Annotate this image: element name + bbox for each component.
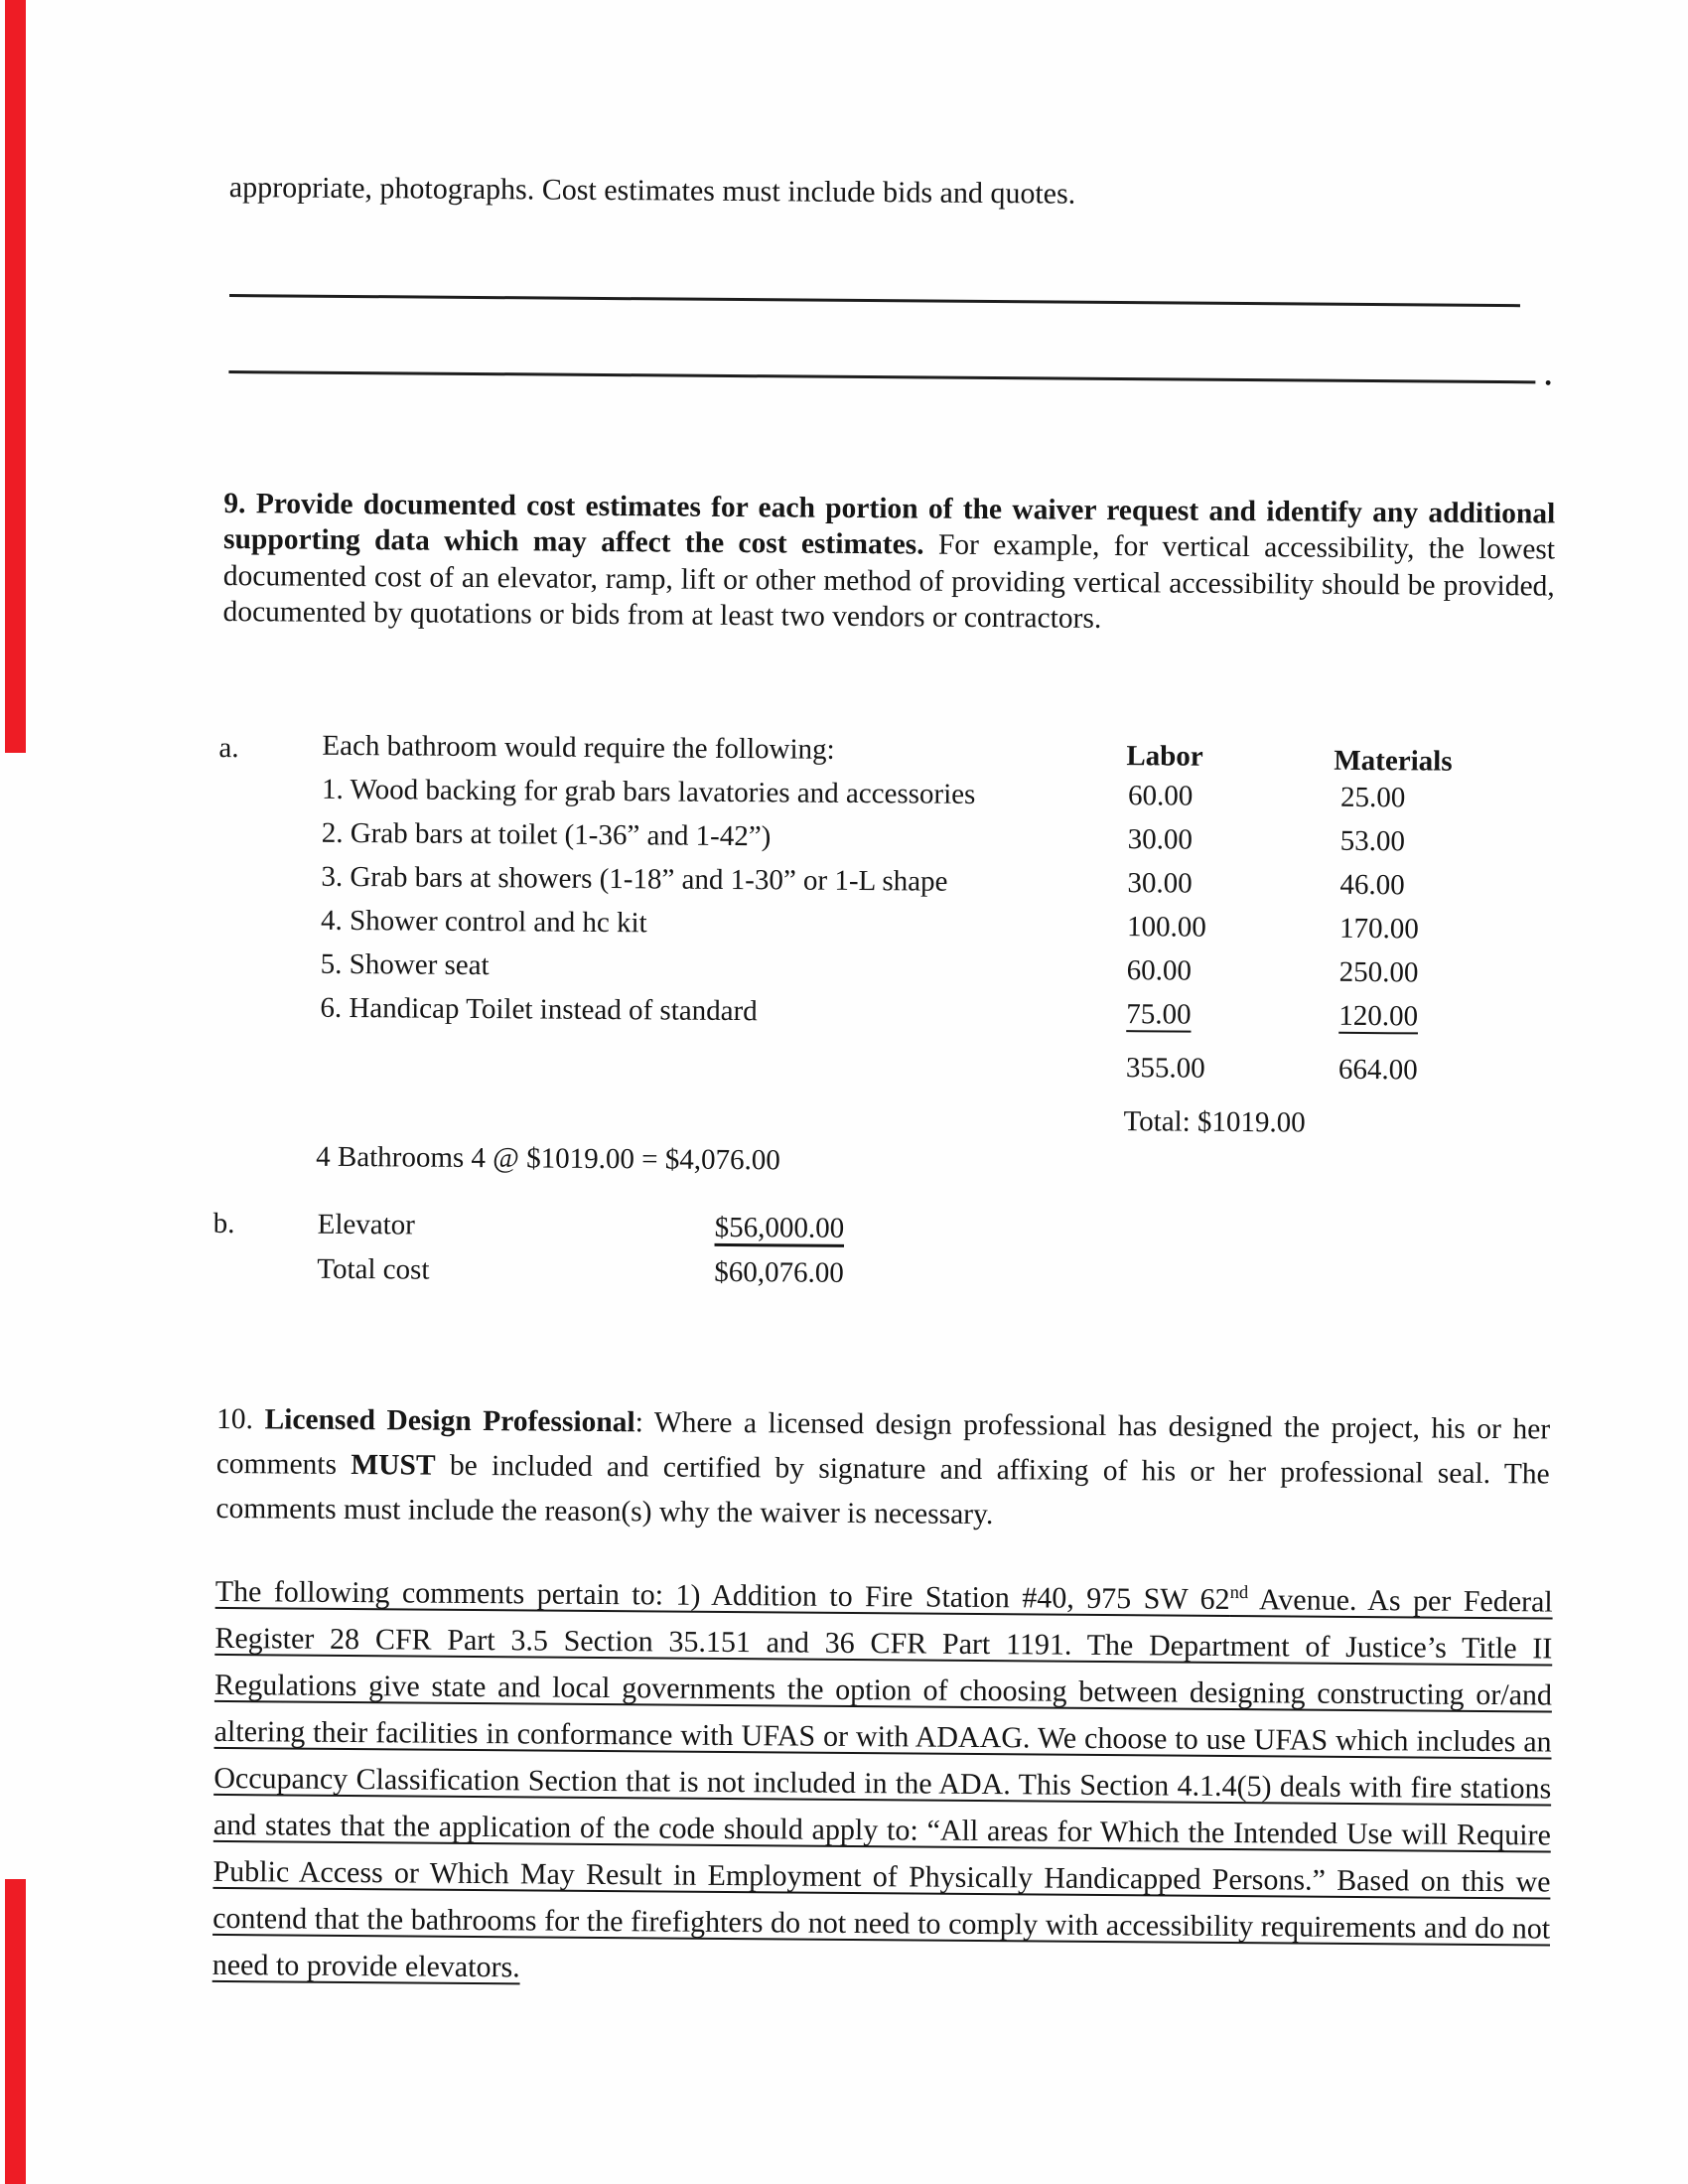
design-professional-comments-paragraph [212,1568,1553,1999]
intro-sentence: appropriate, photographs. Cost estimates must include bids and quotes. [228,171,1076,211]
section-10-body-text: be included and certified by signature and affixing of his or her professional seal. The comments must include the reason(s) why the waiver is necessary. [215,1449,1550,1530]
section-10-title: Licensed Design Professional [264,1402,635,1438]
section-9-bold-text: 9. Provide documented cost estimates for each portion of the waiver request and identify any additional supporting data which may affect the cost estimates. [222,487,1556,561]
blank-fill-in-line-1 [229,294,1520,307]
section-10-mid-text: : Where a licensed design professional has designed the project, his or her comments [215,1405,1551,1481]
table-row-labor: 100.00 [1126,911,1206,944]
total-cost-row-value: $60,076.00 [714,1255,844,1289]
ordinal-superscript: nd [1229,1581,1249,1604]
elevator-row-value: $56,000.00 [714,1211,845,1244]
table-row-materials: 46.00 [1339,868,1405,902]
column-header-materials: Materials [1334,744,1453,778]
section-10-must-emphasis: MUST [351,1448,436,1482]
section-9-paragraph [222,485,1555,641]
blank-line-period: . [1544,359,1553,392]
labor-column-sum: 355.00 [1125,1052,1205,1085]
column-header-labor: Labor [1126,740,1203,773]
table-row-materials: 250.00 [1338,955,1419,989]
table-row-labor: 30.00 [1127,823,1194,856]
list-label-a: a. [218,731,239,765]
elevator-row-label: Elevator [317,1208,416,1241]
table-row-materials-underlined: 120.00 [1338,999,1419,1033]
materials-column-sum: 664.00 [1337,1053,1418,1087]
table-row-materials: 25.00 [1339,781,1406,814]
table-row-labor: 60.00 [1127,780,1194,812]
table-row-labor: 30.00 [1127,867,1193,900]
table-row-materials: 53.00 [1339,824,1406,858]
table-row-item: 6. Handicap Toilet instead of standard [320,991,758,1028]
table-row-item: 4. Shower control and hc kit [320,904,647,940]
table-row-item: 3. Grab bars at showers (1-18” and 1-30” or 1-L shape [321,860,948,898]
section-9-body-text: For example, for vertical accessibility, the lowest documented cost of an elevator, ramp, lift or other method of providing vertical accessibility should be provided, documented by quotations or bids from at least two vendors or contractors. [222,528,1556,635]
table-row-labor-underlined: 75.00 [1126,998,1192,1031]
table-row-item: 5. Shower seat [320,947,490,982]
comments-text-part2: Avenue. As per Federal Register 28 CFR Part 3.5 Section 35.151 and 36 CFR Part 1191. The Department of Justice’s Title II Regulations give state and local governments the option of choosing between designing constructing or/and altering their facilities in conformance with UFAS or with ADAAG. We choose to use UFAS which includes an Occupancy Classification Section that is not included in the ADA. This Section 4.1.4(5) deals with fire stations and states that the application of the code should apply to: “All areas for Which the Intended Use will Require Public Access or Which May Result in Employment of Physically Handicapped Persons.” Based on this we contend that the bathrooms for the firefighters do not need to comply with accessibility requirements and do not need to provide elevators. [211,1583,1553,1984]
table-row-item: 1. Wood backing for grab bars lavatories and accessories [321,773,976,810]
section-10-number: 10. [216,1402,265,1435]
table-intro: Each bathroom would require the following: [322,729,835,766]
comments-text-part1: The following comments pertain to: 1) Addition to Fire Station #40, 975 SW 62 [214,1574,1230,1616]
bathrooms-multiplication-line: 4 Bathrooms 4 @ $1019.00 = $4,076.00 [316,1140,780,1177]
section-10-paragraph [215,1396,1550,1541]
total-cost-row-label: Total cost [317,1252,430,1286]
blank-fill-in-line-2 [228,370,1535,383]
table-row-labor: 60.00 [1126,954,1193,987]
table-grand-total: Total: $1019.00 [1123,1105,1306,1139]
list-label-b: b. [212,1207,235,1240]
table-row-materials: 170.00 [1338,912,1419,946]
table-row-item: 2. Grab bars at toilet (1-36” and 1-42”) [321,816,772,853]
